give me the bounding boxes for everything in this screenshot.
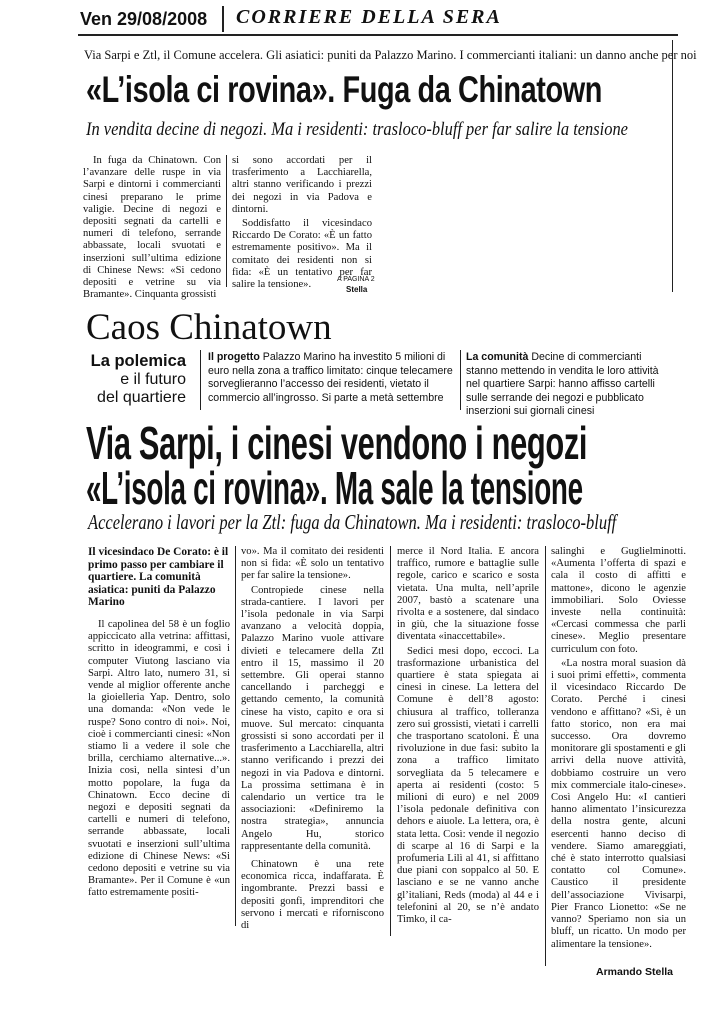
top-byline: Stella: [346, 285, 368, 294]
main-headline-line1: Via Sarpi, i cinesi vendono i negozi: [86, 417, 588, 469]
info-box-community-text: Decine di commercianti stanno mettendo in vendita le loro attività nel quartiere Sarpi: hanno affisso cartelli sulle serrande dei negozi e pubblicato inserzioni sui giornali cinesi: [466, 351, 659, 417]
main-lead: Il vicesindaco De Corato: è il primo passo per cambiare il quartiere. La comunità asiatica: puniti da Palazzo Marino: [88, 546, 229, 609]
header-divider: [222, 6, 224, 32]
section-title: Caos Chinatown: [86, 307, 332, 348]
section-label-bold: La polemica: [90, 352, 186, 370]
column-divider: [390, 546, 391, 936]
info-box-community-head: La comunità: [466, 351, 529, 363]
main-col1: [88, 546, 230, 902]
main-col2-para: Contropiede cinese nella strada-cantiere. I lavori per l’isola pedonale in via Sarpi avanzano a velocità doppia, Palazzo Marino vuole attivare divieti e telecamere della Ztl entro il 15, massimo il 20 settembre. Gli operai stanno cancellando i parcheggi e gettando cemento, la comunità cinese ha visto, capito e ora si muove. Sul mercato: cinquanta grossisti si sono accordati per il trasferimento a Lacchiarella, altri stanno verificando i prezzi dei negozi in via Padova e dintorni. La prossima settimana è in calendario un vertice tra le associazioni: «Definiremo la nostra strategia», annuncia Angelo Hu, storico rappresentante della comunità.: [241, 584, 384, 852]
section-label: [86, 352, 186, 407]
main-subheadline: Accelerano i lavori per la Ztl: fuga da Chinatown. Ma i residenti: trasloco-bluff: [88, 510, 617, 534]
top-col2-para: Soddisfatto il vicesindaco Riccardo De Corato: «È un fatto estremamente positivo». Ma il comitato dei residenti non si fida: «È un tentativo per far salire la tensione».: [232, 218, 372, 291]
info-box-project-head: Il progetto: [208, 351, 260, 363]
main-col4-para: «La nostra moral suasion dà i suoi primi effetti», commenta il vicesindaco Riccardo De Corato. Perché i cinesi vendono e affittano? «Sì, è un fatto storico, non era mai successo. Ora dovremo monitorare gli spostamenti e gli arrivi della nuove attività, dobbiamo costruire un vero mix commerciale italo-cinese». Così Angelo Hu: «I cantieri hanno alimentato l’insicurezza della nostra gente, alcuni esercenti hanno deciso di vendere. Siamo amareggiati, ché è stato interrotto qualsiasi contatto col Comune». Caustico il presidente dell’associazione Vivisarpi, Pier Franco Lionetto: «Se ne vanno? Speriamo non sia un bluff, un ricatto. Un modo per alimentare la tensione».: [551, 657, 686, 950]
info-box-community: [466, 351, 672, 419]
main-col4-para: salinghi e Guglielminotti. «Aumenta l’offerta di spazi e cala il costo di affitti e mattone», dicono le agenzie immobiliari. Solo Oviesse investe nella continuità: «Cercasi commessa che parli cinese». Meglio presentare curriculum con foto.: [551, 546, 686, 655]
main-col3-para: merce il Nord Italia. E ancora traffico, rumore e battaglie sulle regole, carico e scarico e sosta vietata. Una multa, nell’aprile 2007, bastò a scatenare una rivolta e a sostenere, dal sindaco in giù, che la situazione fosse diventata «inaccettabile».: [397, 546, 539, 643]
section-divider: [200, 350, 201, 410]
section-label-line: e il futuro: [120, 371, 186, 388]
top-box-right-border: [672, 40, 673, 292]
info-box-project: [208, 351, 454, 405]
edition-date: Ven 29/08/2008: [80, 9, 208, 29]
main-col2-para: Chinatown è una rete economica ricca, indaffarata. È ingombrante. Prezzi bassi e depositi gonfi, imprenditori che servono i mercati e riforniscono di: [241, 859, 384, 932]
top-col1-text: In fuga da Chinatown. Con l’avanzare delle ruspe in via Sarpi e dintorni i commercianti cinesi preparano le prime valigie. Decine di negozi e depositi segnati da cartelli e numeri di telefono, serrande abbassate, locali svuotati e inserzioni sull’ultima edizione di Chinese News: «Si cedono depositi e vetrine su via Bramante». Cinquanta grossisti: [83, 155, 221, 301]
main-col1-text: Il capolinea del 58 è un foglio appiccicato alla vetrina: affittasi, scritto in ideogrammi, e così i computer Viutong lasciano via Sarpi. Altro lato, numero 31, si vende al miglior offerente anche la gioielleria Yap. Dentro, solo una domanda: «Non vede le ruspe? Sono contro di noi». Noi, cioè i commercianti cinesi: «Non stiamo lì a vedere il sole che brilla, cerchiamo alternative...». Inizia così, nella sintesi d’un motto popolare, la fuga da Chinatown. Ecco decine di negozi e depositi segnati da cartelli e numeri di telefono, serrande abbassate, locali svuotati e inserzioni sull’ultima edizione di Chinese News: «Si cedono depositi e vetrine su via Bramante». Per il Comune è «un fatto estremamente positi-: [88, 618, 230, 899]
main-col4: [551, 546, 686, 953]
top-article-col2: [232, 155, 372, 293]
page-jump: A PAGINA 2: [337, 276, 375, 283]
header-rule: [78, 34, 678, 36]
column-divider: [545, 546, 546, 966]
top-article-col1: [83, 155, 221, 303]
newspaper-name: CORRIERE DELLA SERA: [236, 6, 502, 28]
main-col3: [397, 546, 539, 928]
top-kicker: Via Sarpi e Ztl, il Comune accelera. Gli asiatici: puniti da Palazzo Marino. I commercianti italiani: un danno anche per noi: [84, 48, 697, 62]
top-col2-para: si sono accordati per il trasferimento a Lacchiarella, altri stanno verificando i prezzi dei negozi in via Padova e dintorni.: [232, 155, 372, 215]
section-label-line: del quartiere: [97, 389, 186, 406]
top-subheadline: In vendita decine di negozi. Ma i residenti: trasloco-bluff per far salire la tensione: [86, 119, 628, 140]
main-byline: Armando Stella: [596, 966, 674, 978]
top-headline: «L’isola ci rovina». Fuga da Chinatown: [86, 69, 602, 110]
top-column-divider: [226, 155, 227, 287]
info-box-project-text: Palazzo Marino ha investito 5 milioni di euro nella zona a traffico limitato: cinque telecamere sorveglieranno l’accesso dei residenti, vietato il commercio all’ingrosso. Si parte a metà settembre: [208, 351, 453, 404]
main-headline-line2: «L’isola ci rovina». Ma sale la tensione: [86, 462, 583, 514]
column-divider: [235, 546, 236, 926]
section-divider: [460, 350, 461, 410]
main-col2-para: vo». Ma il comitato dei residenti non si fida: «È solo un tentativo per far salire la tensione».: [241, 546, 384, 582]
main-col3-para: Sedici mesi dopo, eccoci. La trasformazione urbanistica del quartiere è stata spiegata ai cinesi in cinese. La lettera del Comune è dell’8 agosto: chiusura al traffico, tolleranza zero sui grossisti, vietati i carrelli che trasportano scatoloni. È una rivoluzione in due fasi: subito la zona a traffico limitato sorvegliata da 5 telecamere e aperta ai residenti (costo: 5 milioni di euro) e nel 2009 l’isola pedonale definitiva con dehors e aiuole. La lettera, ora, è stata letta. Così: vende il negozio di scarpe al 16 di Sarpi e la profumeria Lilì al 41, si affittano due piani con soppalco al 50. E lasciano e se ne vanno anche gl’italiani, Reds (moda) al 44 e i telefonini al 20, se n’è andato Timko, il ca-: [397, 645, 539, 926]
main-col2: [241, 546, 384, 934]
